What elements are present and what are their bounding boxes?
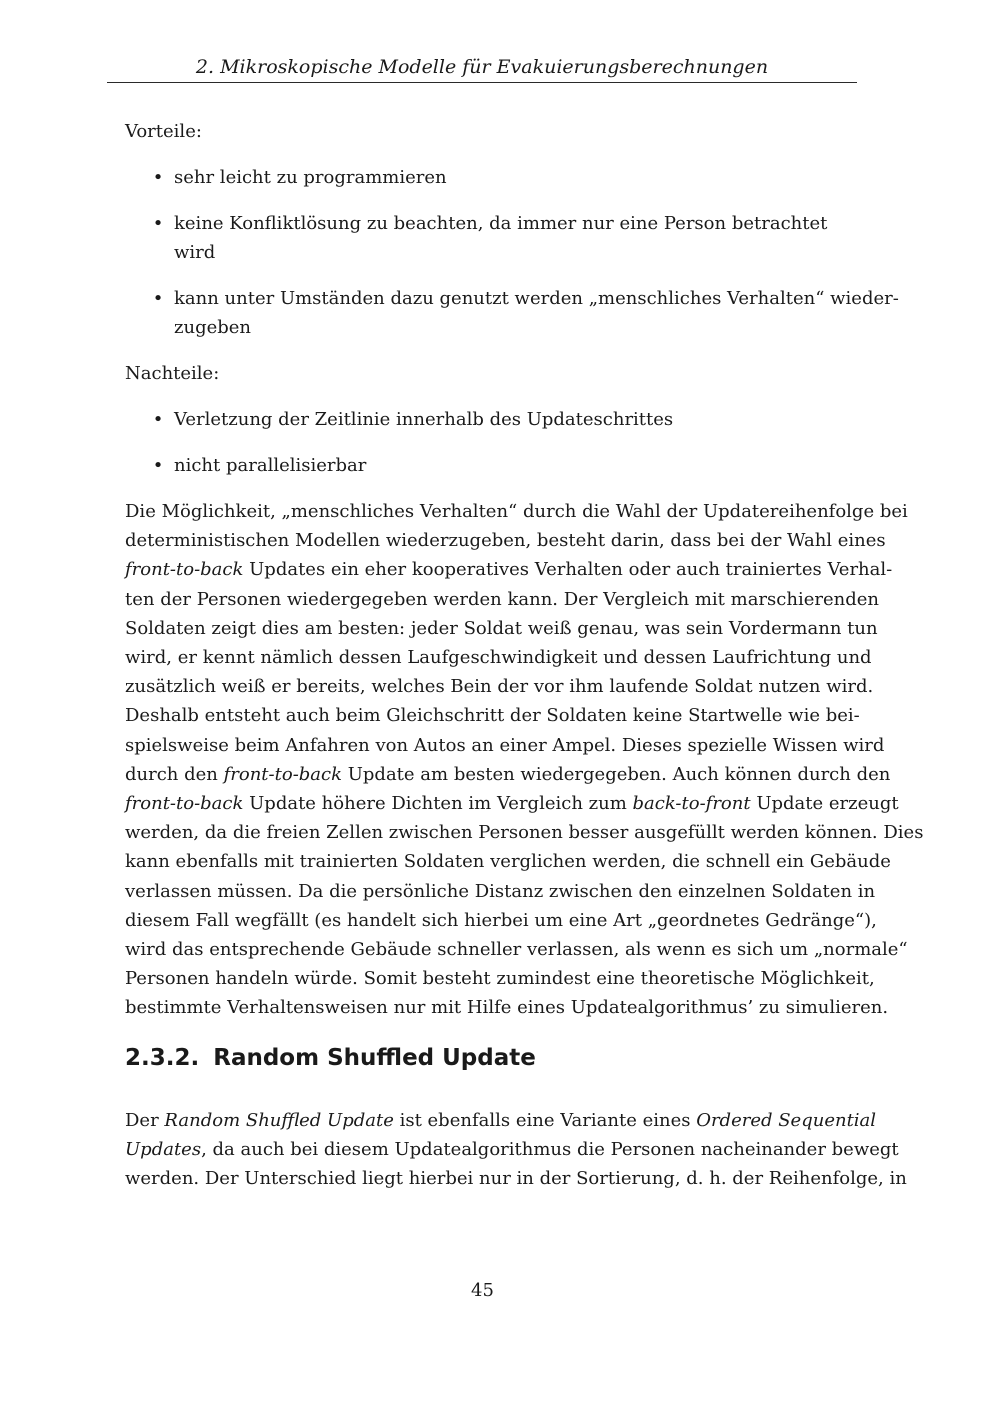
bullet-icon: • — [152, 409, 164, 430]
list-item — [125, 451, 840, 480]
text-run: Update erzeugt — [750, 793, 899, 815]
text-run: Personen handeln würde. Somit besteht zumindest eine theoretische Möglichkeit, — [125, 968, 875, 990]
text-run: spielsweise beim Anfahren von Autos an einer Ampel. Dieses spezielle Wissen wird — [125, 734, 885, 756]
emphasis-term: front-to-back — [125, 793, 244, 815]
text-run: ist ebenfalls eine Variante eines — [393, 1110, 697, 1131]
text-line — [125, 701, 860, 730]
section-number: 2.3.2. — [125, 1045, 200, 1071]
section-content — [125, 1106, 907, 1194]
text-line — [125, 877, 876, 906]
emphasis-term: front-to-back — [223, 763, 343, 785]
text-run: durch den — [125, 763, 224, 785]
text-line — [125, 818, 924, 847]
list-item-text: zugeben — [174, 317, 252, 338]
text-run: wird das entsprechende Gebäude schneller verlassen, als wenn es sich um „normale“ — [125, 939, 908, 961]
text-line — [125, 906, 877, 935]
list-item-text: keine Konfliktlösung zu beachten, da immer nur eine Person betrachtet wird — [174, 213, 828, 263]
text-run: Der — [125, 1110, 165, 1131]
text-line — [125, 760, 891, 789]
text-run: Deshalb entsteht auch beim Gleichschritt der Soldaten keine Startwelle wie bei- — [125, 705, 860, 727]
list-item-text: Verletzung der Zeitlinie innerhalb des Updateschrittes — [174, 409, 674, 430]
list-item-text: sehr leicht zu programmieren — [174, 167, 447, 188]
list-item — [125, 209, 840, 267]
list-item — [125, 163, 840, 192]
bullet-icon: • — [152, 167, 164, 188]
text-run: deterministischen Modellen wiederzugeben, besteht darin, dass bei der Wahl eines — [125, 530, 886, 552]
text-line — [125, 585, 879, 614]
discussion-paragraph — [125, 497, 924, 1023]
text-line — [125, 555, 893, 584]
text-line — [125, 497, 908, 526]
list-item-text: nicht parallelisierbar — [174, 455, 367, 476]
text-run: werden. Der Unterschied liegt hierbei nur in der Sortierung, d. h. der Reihenfolge, in — [125, 1168, 907, 1190]
page-number: 45 — [471, 1280, 494, 1301]
text-line — [125, 964, 875, 993]
emphasis-term: front-to-back — [125, 559, 244, 581]
list-item — [125, 405, 840, 434]
running-header — [107, 55, 857, 83]
text-line — [125, 1106, 877, 1135]
text-run: kann ebenfalls mit trainierten Soldaten verglichen werden, die schnell ein Gebäude — [125, 851, 891, 873]
disadvantages-list — [125, 405, 840, 480]
text-run: wird, er kennt nämlich dessen Laufgeschwindigkeit und dessen Laufrichtung und — [125, 647, 872, 669]
text-run: , da auch bei diesem Updatealgorithmus die Personen nacheinander bewegt — [201, 1139, 899, 1161]
text-line — [125, 614, 878, 643]
running-title: 2. Mikroskopische Modelle für Evakuierungsberechnungen — [195, 56, 769, 78]
text-line — [125, 935, 908, 964]
section-intro-paragraph — [125, 1106, 907, 1194]
advantages-list — [125, 163, 899, 342]
emphasis-term: Updates — [125, 1139, 202, 1161]
text-line — [125, 1135, 899, 1164]
text-run: werden, da die freien Zellen zwischen Personen besser ausgefüllt werden können. Dies — [125, 822, 924, 844]
text-line — [125, 789, 899, 818]
text-run: diesem Fall wegfällt (es handelt sich hierbei um eine Art „geordnetes Gedränge“), — [125, 909, 877, 931]
text-line — [125, 993, 889, 1022]
emphasis-term: back-to-front — [632, 793, 751, 815]
main-content — [125, 117, 924, 1023]
emphasis-term: Ordered Sequential — [696, 1110, 877, 1131]
disadvantages-label: Nachteile: — [125, 363, 220, 384]
text-line — [125, 643, 872, 672]
list-item — [125, 284, 899, 342]
list-item-text: kann unter Umständen dazu genutzt werden „menschliches Verhalten“ wieder- — [174, 288, 899, 309]
text-line — [125, 847, 891, 876]
bullet-icon: • — [152, 288, 164, 309]
text-line — [125, 672, 874, 701]
text-run: Update am besten wiedergegeben. Auch können durch den — [342, 763, 891, 785]
section-heading — [125, 1041, 536, 1075]
text-run: verlassen müssen. Da die persönliche Distanz zwischen den einzelnen Soldaten in — [125, 880, 876, 902]
advantages-label: Vorteile: — [125, 121, 202, 142]
text-run: zusätzlich weiß er bereits, welches Bein der vor ihm laufende Soldat nutzen wird. — [125, 676, 874, 698]
text-run: Die Möglichkeit, „menschliches Verhalten“ durch die Wahl der Updatereihenfolge bei — [125, 501, 908, 522]
bullet-icon: • — [152, 455, 164, 476]
text-run: Soldaten zeigt dies am besten: jeder Soldat weiß genau, was sein Vordermann tun — [125, 617, 878, 639]
bullet-icon: • — [152, 213, 164, 234]
text-run: bestimmte Verhaltensweisen nur mit Hilfe eines Updatealgorithmus’ zu simulieren. — [125, 997, 889, 1019]
section-title: Random Shuffled Update — [213, 1045, 536, 1071]
emphasis-term: Random Shuffled Update — [164, 1110, 394, 1131]
text-run: Updates ein eher kooperatives Verhalten oder auch trainiertes Verhal- — [243, 559, 893, 581]
text-line — [125, 731, 885, 760]
text-line — [125, 1164, 907, 1193]
text-run: Update höhere Dichten im Vergleich zum — [243, 793, 633, 815]
text-run: ten der Personen wiedergegeben werden kann. Der Vergleich mit marschierenden — [125, 588, 879, 610]
text-line — [125, 526, 886, 555]
